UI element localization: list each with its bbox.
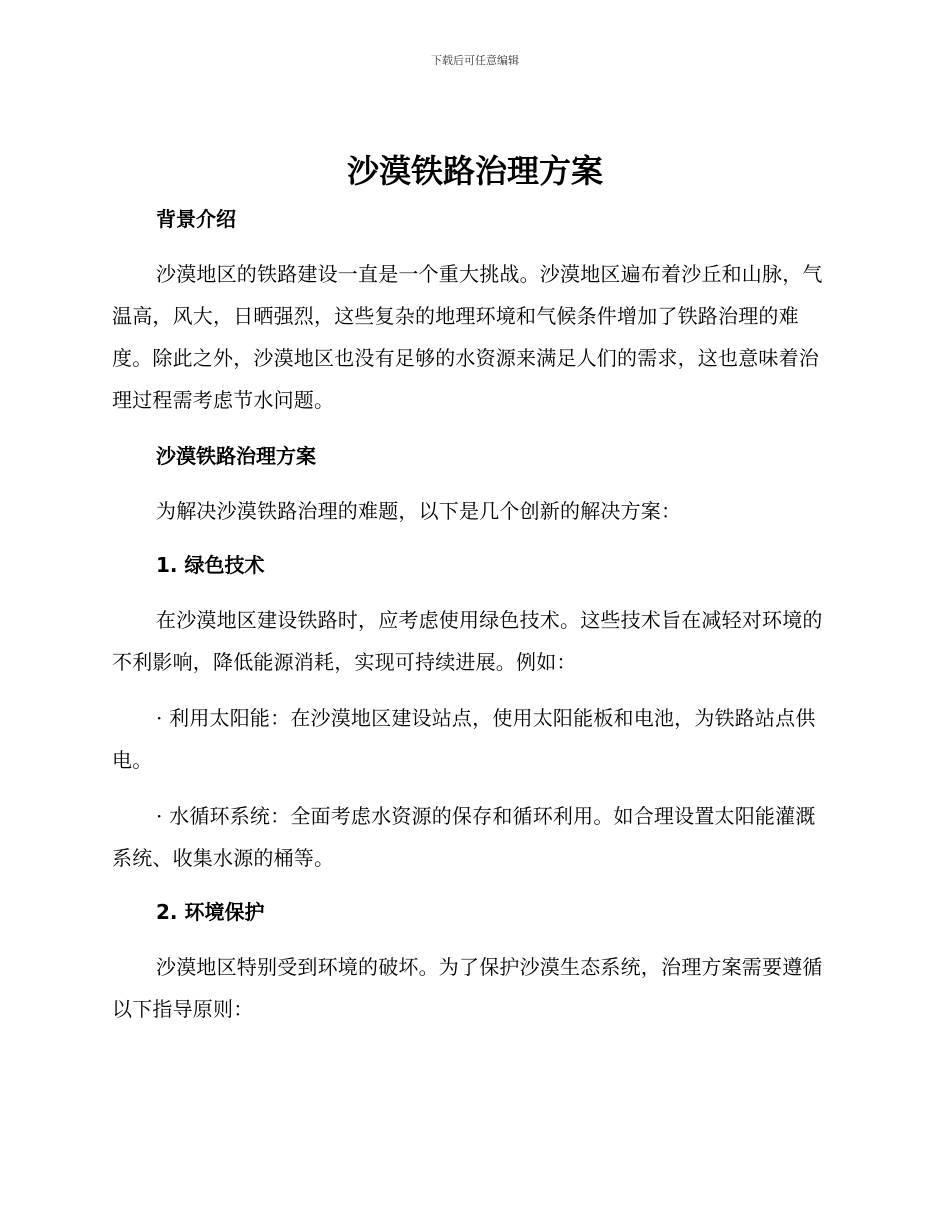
section-heading-environment: 2. 环境保护 (156, 900, 265, 924)
section-heading-background: 背景介绍 (156, 207, 236, 231)
section-heading-green-tech: 1. 绿色技术 (156, 553, 265, 577)
paragraph-green-tech: 在沙漠地区建设铁路时，应考虑使用绿色技术。这些技术旨在减轻对环境的不利影响，降低能源消耗，实现可持续进展。例如： (112, 608, 823, 674)
section-heading-plan: 沙漠铁路治理方案 (156, 444, 316, 468)
header-note: 下载后可任意编辑 (431, 54, 519, 67)
paragraph-environment: 沙漠地区特别受到环境的破坏。为了保护沙漠生态系统，治理方案需要遵循以下指导原则： (112, 955, 823, 1021)
bullet-item-solar: · 利用太阳能：在沙漠地区建设站点，使用太阳能板和电池，为铁路站点供电。 (112, 706, 816, 772)
bullet-item-water-cycle: · 水循环系统：全面考虑水资源的保存和循环利用。如合理设置太阳能灌溉系统、收集水源的桶等。 (112, 804, 816, 870)
paragraph-background: 沙漠地区的铁路建设一直是一个重大挑战。沙漠地区遍布着沙丘和山脉，气温高，风大，日晒强烈，这些复杂的地理环境和气候条件增加了铁路治理的难度。除此之外，沙漠地区也没有足够的水资源来满足人们的需求，这也意味着治理过程需考虑节水问题。 (112, 262, 823, 412)
paragraph-plan-intro: 为解决沙漠铁路治理的难题，以下是几个创新的解决方案： (156, 499, 682, 523)
document-title: 沙漠铁路治理方案 (346, 152, 603, 190)
